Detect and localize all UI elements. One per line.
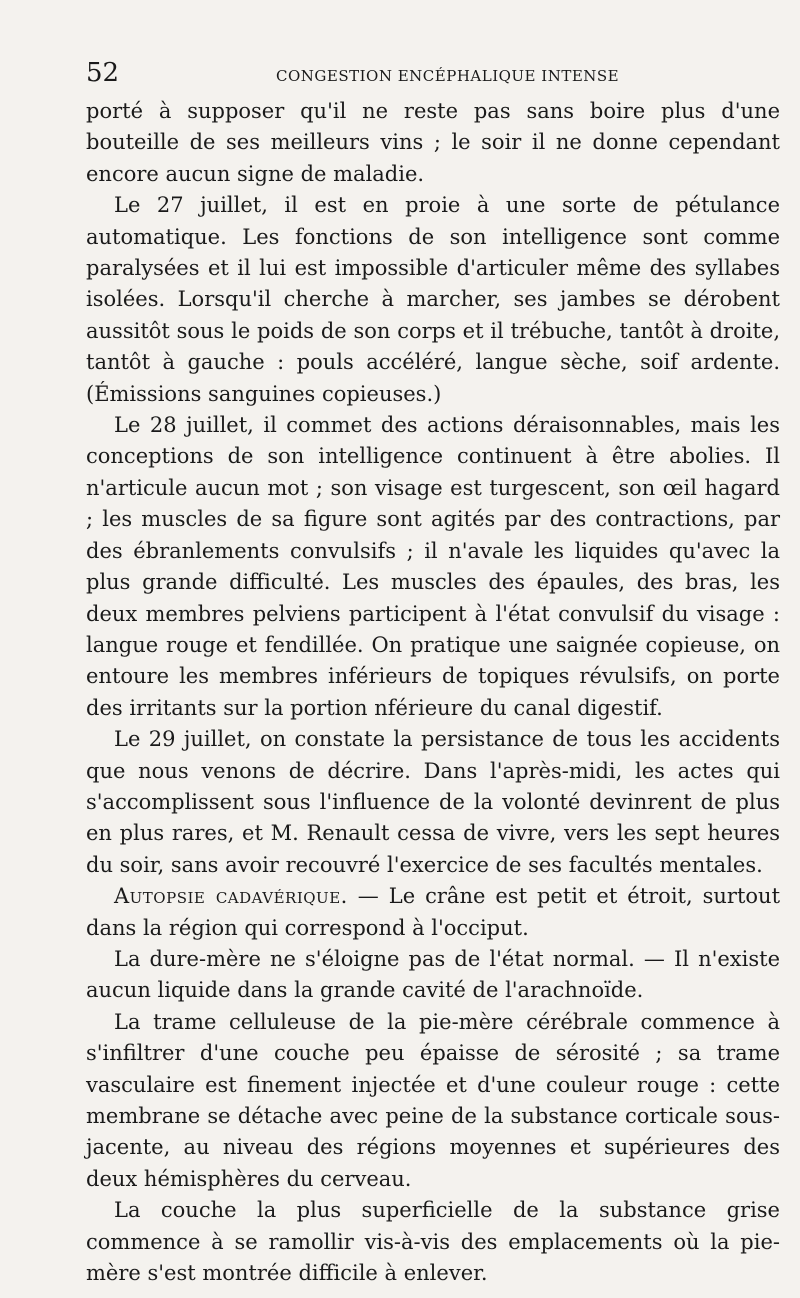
body-text bbox=[86, 96, 780, 1289]
paragraph-text: La couche la plus superficielle de la substance grise commence à se ramollir vis-à-vis des emplacements où la pie-mère s'est montrée difficile à enlever. bbox=[86, 1198, 780, 1286]
paragraph-text: La dure-mère ne s'éloigne pas de l'état normal. — Il n'existe aucun liquide dans la grande cavité de l'arachnoïde. bbox=[86, 946, 780, 1003]
paragraph bbox=[86, 881, 780, 944]
paragraph-text: La trame celluleuse de la pie-mère cérébrale commence à s'infiltrer d'une couche peu épaisse de sérosité ; sa trame vasculaire est finement injectée et d'une couleur rouge : cette membrane se détache avec peine de la substance corticale sous-jacente, au niveau des régions moyennes et supérieures des deux hémisphères du cerveau. bbox=[86, 1009, 780, 1191]
paragraph bbox=[86, 1007, 780, 1195]
paragraph bbox=[86, 724, 780, 881]
paragraph-text: — Le crâne est petit et étroit, surtout dans la région qui correspond à l'occiput. bbox=[86, 884, 781, 940]
paragraph bbox=[86, 410, 780, 724]
paragraph-text: porté à supposer qu'il ne reste pas sans boire plus d'une bouteille de ses meilleurs vins ; le soir il ne donne cependant encore aucun signe de maladie. bbox=[86, 99, 780, 186]
paragraph-text: Le 29 juillet, on constate la persistance de tous les accidents que nous venons de décrire. Dans l'après-midi, les actes qui s'accomplissent sous l'influence de la volonté devinrent de plus en plus rares, et M. Renault cessa de vivre, vers les sept heures du soir, sans avoir recouvré l'exercice de ses facultés mentales. bbox=[86, 727, 780, 877]
running-title: CONGESTION ENCÉPHALIQUE INTENSE bbox=[276, 67, 620, 85]
section-lead: Autopsie cadavérique. bbox=[114, 884, 348, 909]
paragraph bbox=[86, 1195, 780, 1289]
paragraph bbox=[86, 96, 780, 190]
paragraph bbox=[86, 944, 780, 1007]
page-header bbox=[86, 58, 780, 90]
page-number: 52 bbox=[86, 58, 120, 88]
paragraph-text: Le 28 juillet, il commet des actions déraisonnables, mais les conceptions de son intelligence continuent à être abolies. Il n'articule aucun mot ; son visage est turgescent, son œil hagard ; les muscles de sa figure sont agités par des contractions, par des ébranlements convulsifs ; il n'avale les liquides qu'avec la plus grande difficulté. Les muscles des épaules, des bras, les deux membres pelviens participent à l'état convulsif du visage : langue rouge et fendillée. On pratique une saignée copieuse, on entoure les membres inférieurs de topiques révulsifs, on porte des irritants sur la portion nférieure du canal digestif. bbox=[86, 413, 780, 720]
paragraph bbox=[86, 190, 780, 410]
paragraph-text: Le 27 juillet, il est en proie à une sorte de pétulance automatique. Les fonctions de son intelligence sont comme paralysées et il lui est impossible d'articuler même des syllabes isolées. Lorsqu'il cherche à marcher, ses jambes se dérobent aussitôt sous le poids de son corps et il trébuche, tantôt à droite, tantôt à gauche : pouls accéléré, langue sèche, soif ardente. (Émissions sanguines copieuses.) bbox=[86, 193, 780, 406]
